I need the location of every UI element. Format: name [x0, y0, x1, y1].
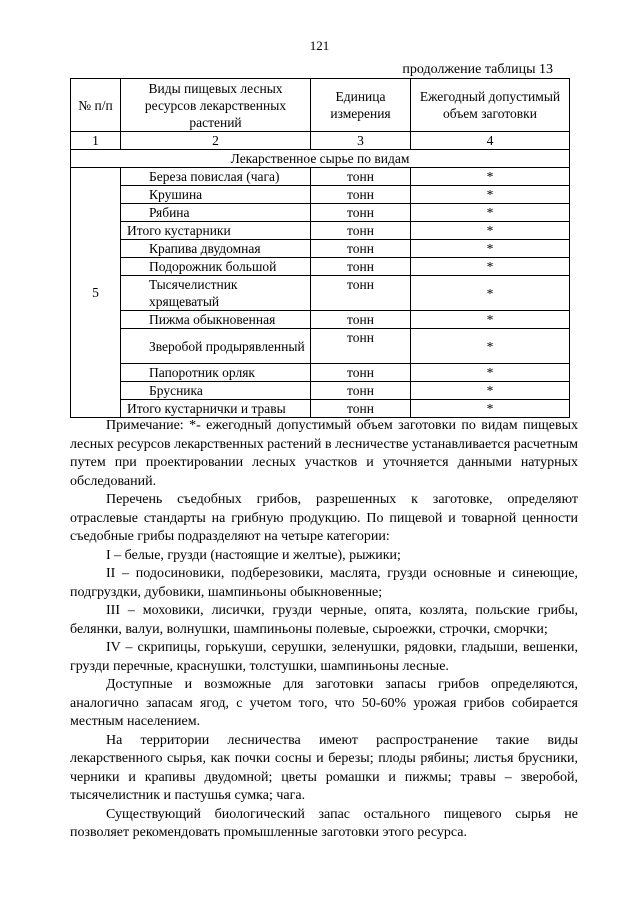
volume-cell: *: [411, 329, 570, 364]
unit-cell: тонн: [311, 186, 411, 204]
page-number: 121: [309, 38, 330, 53]
resource-name: Береза повислая (чага): [121, 168, 311, 186]
table-row: [71, 240, 570, 258]
volume-cell: *: [411, 364, 570, 382]
section-row: [71, 150, 570, 168]
unit-cell: тонн: [311, 258, 411, 276]
row-number: 5: [71, 168, 121, 418]
mushroom-category-4: IV – скрипицы, горькуши, серушки, зеленушки, рядовки, гладыши, вешенки, грузди перечные, краснушки, толстушки, шампиньоны лесные.: [70, 640, 578, 674]
unit-cell: тонн: [311, 382, 411, 400]
table-row: [71, 186, 570, 204]
column-number: 2: [121, 132, 311, 150]
mushroom-category-1: I – белые, грузди (настоящие и желтые), рыжики;: [106, 547, 401, 563]
body-paragraph: Существующий биологический запас остального пищевого сырья не позволяет рекомендовать промышленные заготовки этого ресурса.: [70, 806, 578, 840]
section-title: Лекарственное сырье по видам: [71, 150, 570, 168]
table-row: [71, 382, 570, 400]
mushroom-category-3: III – моховики, лисички, грузди черные, опята, козлята, польские грибы, белянки, валуи, волнушки, шампиньоны полевые, сыроежки, строчки, сморчки;: [70, 603, 578, 637]
table-row: [71, 168, 570, 186]
resource-name: Итого кустарники: [121, 222, 311, 240]
resource-name: Подорожник большой: [121, 258, 311, 276]
unit-cell: тонн: [311, 240, 411, 258]
table-header-row: [71, 79, 570, 132]
volume-cell: *: [411, 186, 570, 204]
unit-cell: тонн: [311, 400, 411, 418]
column-number: 1: [71, 132, 121, 150]
table-row: [71, 276, 570, 311]
mushroom-category-2: II – подосиновики, подберезовики, маслята, грузди основные и синеющие, подгруздки, дубовики, шампиньоны обыкновенные;: [70, 566, 578, 600]
table-row: [71, 204, 570, 222]
table-row: [71, 364, 570, 382]
column-number-row: [71, 132, 570, 150]
table-continuation-label: продолжение таблицы 13: [402, 62, 553, 77]
table-row: [71, 329, 570, 364]
unit-cell: тонн: [311, 329, 411, 364]
unit-cell: тонн: [311, 311, 411, 329]
volume-cell: *: [411, 222, 570, 240]
resource-name: Рябина: [121, 204, 311, 222]
body-paragraph: Перечень съедобных грибов, разрешенных к заготовке, определяют отраслевые стандарты на грибную продукцию. По пищевой и товарной ценности съедобные грибы подразделяют на четыре категории:: [70, 492, 578, 544]
volume-cell: *: [411, 204, 570, 222]
column-number: 3: [311, 132, 411, 150]
volume-cell: *: [411, 311, 570, 329]
unit-cell: тонн: [311, 222, 411, 240]
resource-name: Итого кустарнички и травы: [121, 400, 311, 418]
header-resource-type: Виды пищевых лесных ресурсов лекарственных растений: [121, 79, 311, 132]
resource-name: Крушина: [121, 186, 311, 204]
unit-cell: тонн: [311, 204, 411, 222]
body-paragraph: На территории лесничества имеют распространение такие виды лекарственного сырья, как почки сосны и березы; плоды рябины; листья брусники, черники и крапивы двудомной; цветы ромашки и пижмы; травы – зверобой, тысячелистник и пастушья сумка; чага.: [70, 732, 578, 803]
note-paragraph: Примечание: *- ежегодный допустимый объем заготовки по видам пищевых лесных ресурсов лекарственных растений в лесничестве устанавливается расчетным путем при проектировании лесных участков и уточняется данными натурных обследований.: [70, 418, 578, 489]
resource-name: Папоротник орляк: [121, 364, 311, 382]
resource-name: Пижма обыкновенная: [121, 311, 311, 329]
resource-name: Тысячелистник хрящеватый: [121, 276, 311, 311]
volume-cell: *: [411, 382, 570, 400]
table-row: [71, 311, 570, 329]
header-unit: Единица измерения: [311, 79, 411, 132]
volume-cell: *: [411, 240, 570, 258]
volume-cell: *: [411, 276, 570, 311]
volume-cell: *: [411, 400, 570, 418]
resource-name: Брусника: [121, 382, 311, 400]
header-number: № п/п: [71, 79, 121, 132]
table-13: [70, 78, 570, 418]
table-row-subtotal: [71, 222, 570, 240]
volume-cell: *: [411, 168, 570, 186]
column-number: 4: [411, 132, 570, 150]
body-paragraph: Доступные и возможные для заготовки запасы грибов определяются, аналогично запасам ягод, с учетом того, что 50-60% урожая грибов собирается местным населением.: [70, 677, 578, 729]
unit-cell: тонн: [311, 364, 411, 382]
body-text: [70, 417, 578, 843]
unit-cell: тонн: [311, 276, 411, 311]
resource-name: Зверобой продырявленный: [121, 329, 311, 364]
unit-cell: тонн: [311, 168, 411, 186]
table-row-subtotal: [71, 400, 570, 418]
volume-cell: *: [411, 258, 570, 276]
table-row: [71, 258, 570, 276]
resource-name: Крапива двудомная: [121, 240, 311, 258]
header-annual-volume: Ежегодный допустимый объем заготовки: [411, 79, 570, 132]
